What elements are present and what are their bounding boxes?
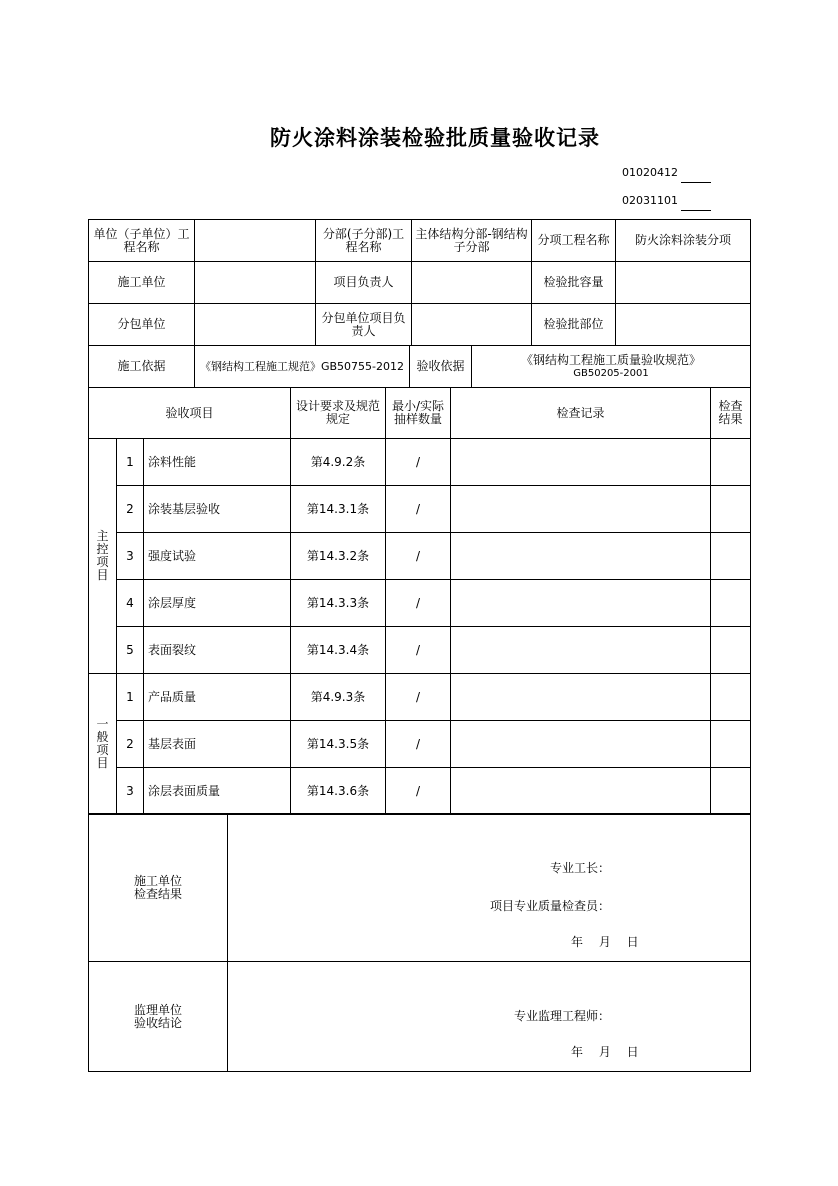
item-sample[interactable]: / [386,768,451,815]
contractor-check-area[interactable] [228,814,751,962]
item-result[interactable] [711,486,751,533]
item-result[interactable] [711,439,751,486]
item-sample[interactable]: / [386,439,451,486]
subcontractor-label: 分包单位 [89,304,195,346]
col-result-header: 检查结果 [711,388,751,439]
item-no: 4 [117,580,144,627]
signature-table [88,813,751,1072]
item-clause: 第14.3.3条 [291,580,386,627]
division-label: 分部(子分部)工程名称 [316,220,412,262]
item-no: 5 [117,627,144,674]
item-name: 强度试验 [144,533,291,580]
item-sample[interactable]: / [386,721,451,768]
col-record-header: 检查记录 [451,388,711,439]
capacity-value[interactable] [616,262,751,304]
item-record[interactable] [451,580,711,627]
inspector-label: 项目专业质量检查员： [490,899,611,913]
item-record[interactable] [451,721,711,768]
col-design-header: 设计要求及规范规定 [291,388,386,439]
item-result[interactable] [711,580,751,627]
item-no: 3 [117,768,144,815]
accept-basis-label: 验收依据 [410,346,472,388]
page-title: 防火涂料涂装检验批质量验收记录 [270,125,600,150]
capacity-label: 检验批容量 [532,262,616,304]
supervisor-check-label-1: 监理单位 [133,1002,182,1017]
item-name: 涂装基层验收 [144,486,291,533]
item-record[interactable] [451,674,711,721]
engineer-label: 专业监理工程师： [514,1009,611,1023]
item-sample[interactable]: / [386,533,451,580]
item-name: 涂层厚度 [144,580,291,627]
contractor-check-label-1: 施工单位 [133,873,182,888]
item-sample[interactable]: / [386,674,451,721]
supervisor-check-area[interactable] [228,962,751,1072]
supervisor-date: 年 月 日 [571,1045,639,1059]
code-underline-1 [681,182,711,183]
item-name: 表面裂纹 [144,627,291,674]
accept-basis-standard: 《钢结构工程施工质量验收规范》 [520,352,701,367]
table-row [89,721,751,768]
item-name: 涂层表面质量 [144,768,291,815]
unit-value[interactable] [195,220,316,262]
basis-value: 《钢结构工程施工规范》GB50755-2012 [195,346,410,388]
item-clause: 第4.9.3条 [291,674,386,721]
supervisor-check-label [89,962,228,1072]
table-row [89,674,751,721]
item-result[interactable] [711,674,751,721]
item-sample[interactable]: / [386,627,451,674]
contractor-check-label [89,814,228,962]
sub-pm-value[interactable] [412,304,532,346]
table-row [89,580,751,627]
item-no: 2 [117,486,144,533]
table-row [89,533,751,580]
item-no: 1 [117,674,144,721]
item-name: 涂料性能 [144,439,291,486]
record-code-2: 02031101 [622,194,678,207]
item-clause: 第14.3.2条 [291,533,386,580]
item-record[interactable] [451,439,711,486]
item-name: 产品质量 [144,674,291,721]
col-sample-header: 最小/实际抽样数量 [386,388,451,439]
table-row [89,439,751,486]
foreman-label: 专业工长： [550,861,611,875]
item-name: 基层表面 [144,721,291,768]
item-clause: 第4.9.2条 [291,439,386,486]
unit-label: 单位（子单位）工程名称 [89,220,195,262]
item-sample[interactable]: / [386,486,451,533]
item-sample[interactable]: / [386,580,451,627]
division-value[interactable]: 主体结构分部-钢结构子分部 [412,220,532,262]
item-no: 1 [117,439,144,486]
record-code-1: 01020412 [622,166,678,179]
pm-label: 项目负责人 [316,262,412,304]
supervisor-check-label-2: 验收结论 [133,1015,182,1030]
item-record[interactable] [451,768,711,815]
item-no: 2 [117,721,144,768]
contractor-check-label-2: 检查结果 [133,886,182,901]
sub-pm-label: 分包单位项目负责人 [316,304,412,346]
basis-table [88,345,751,388]
basis-label: 施工依据 [89,346,195,388]
subitem-value[interactable]: 防火涂料涂装分项 [616,220,751,262]
item-result[interactable] [711,768,751,815]
item-result[interactable] [711,533,751,580]
table-row [89,486,751,533]
accept-basis-value [472,346,751,388]
location-label: 检验批部位 [532,304,616,346]
contractor-date: 年 月 日 [571,935,639,949]
location-value[interactable] [616,304,751,346]
general-group-label: 一 般 项 目 [89,674,117,815]
item-result[interactable] [711,627,751,674]
contractor-label: 施工单位 [89,262,195,304]
item-result[interactable] [711,721,751,768]
item-record[interactable] [451,533,711,580]
main-group-label: 主 控 项 目 [89,439,117,674]
code-underline-2 [681,210,711,211]
table-row [89,768,751,815]
item-record[interactable] [451,486,711,533]
header-table [88,219,751,346]
contractor-value[interactable] [195,262,316,304]
item-clause: 第14.3.1条 [291,486,386,533]
item-clause: 第14.3.6条 [291,768,386,815]
item-clause: 第14.3.5条 [291,721,386,768]
accept-basis-code: GB50205-2001 [573,367,649,379]
table-row [89,627,751,674]
pm-value[interactable] [412,262,532,304]
item-clause: 第14.3.4条 [291,627,386,674]
subitem-label: 分项工程名称 [532,220,616,262]
item-record[interactable] [451,627,711,674]
item-no: 3 [117,533,144,580]
items-table [88,387,751,815]
col-item-header: 验收项目 [89,388,291,439]
subcontractor-value[interactable] [195,304,316,346]
